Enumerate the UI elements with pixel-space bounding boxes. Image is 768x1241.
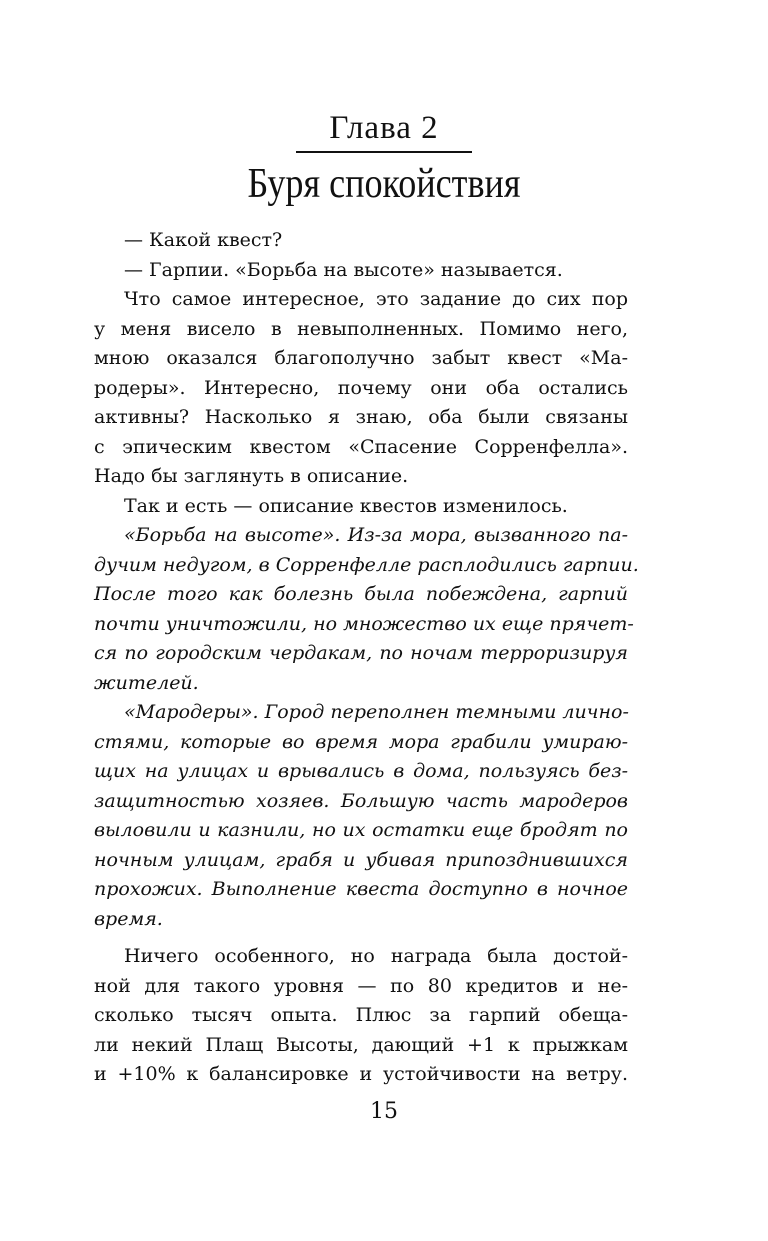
page-number: 15 — [370, 1099, 398, 1124]
text-line: Ничего особенного, но награда была достой- — [124, 945, 628, 967]
text-line: — Какой квест? — [124, 229, 283, 251]
text-line: сколько тысяч опыта. Плюс за гарпий обеща- — [94, 1004, 628, 1026]
paragraph-gap — [94, 934, 628, 942]
text-line: ной для такого уровня — по 80 кредитов и не- — [94, 974, 628, 997]
text-line: Так и есть — описание квестов изменилось. — [124, 494, 568, 517]
chapter-title: Буря спокойствия — [247, 161, 521, 207]
italic-line: стями, которые во время мора грабили умираю- — [94, 730, 628, 753]
italic-line: выловили и казнили, но их остатки еще бродят по — [94, 819, 628, 841]
text-line: Надо бы заглянуть в описание. — [94, 465, 409, 487]
italic-line: жителей. — [94, 671, 199, 694]
text-line: активны? Насколько я знаю, оба были связаны — [94, 406, 628, 428]
italic-line: почти уничтожили, но множество их еще прячет- — [94, 612, 634, 635]
italic-line: «Мародеры». Город переполнен темными лично- — [124, 701, 629, 723]
italic-line: дучим недугом, в Сорренфелле расплодились гарпии. — [94, 553, 639, 576]
italic-line: защитностью хозяев. Большую часть мародеров — [94, 789, 628, 812]
chapter-divider — [296, 151, 472, 153]
italic-line: щих на улицах и врывались в дома, пользуясь без- — [94, 760, 628, 782]
italic-line: прохожих. Выполнение квеста доступно в ночное — [94, 878, 628, 900]
italic-line: «Борьба на высоте». Из-за мора, вызванного па- — [124, 524, 628, 546]
text-line: Что самое интересное, это задание до сих пор — [124, 288, 628, 310]
body-text — [94, 226, 639, 1090]
italic-line: время. — [94, 907, 163, 930]
text-line: с эпическим квестом «Спасение Сорренфелла». — [94, 435, 628, 458]
text-line: родеры». Интересно, почему они оба остались — [94, 376, 628, 399]
text-line: мною оказался благополучно забыт квест «Ма- — [94, 347, 628, 369]
text-line: — Гарпии. «Борьба на высоте» называется. — [124, 258, 563, 281]
chapter-label: Глава 2 — [329, 110, 439, 146]
text-line: и +10% к балансировке и устойчивости на ветру. — [94, 1063, 628, 1085]
text-line: ли некий Плащ Высоты, дающий +1 к прыжкам — [94, 1033, 628, 1056]
italic-line: После того как болезнь была побеждена, гарпий — [94, 583, 628, 605]
italic-line: ночным улицам, грабя и убивая припозднившихся — [94, 848, 628, 871]
italic-line: ся по городским чердакам, по ночам терроризируя — [94, 642, 628, 664]
text-line: у меня висело в невыполненных. Помимо него, — [94, 317, 628, 340]
